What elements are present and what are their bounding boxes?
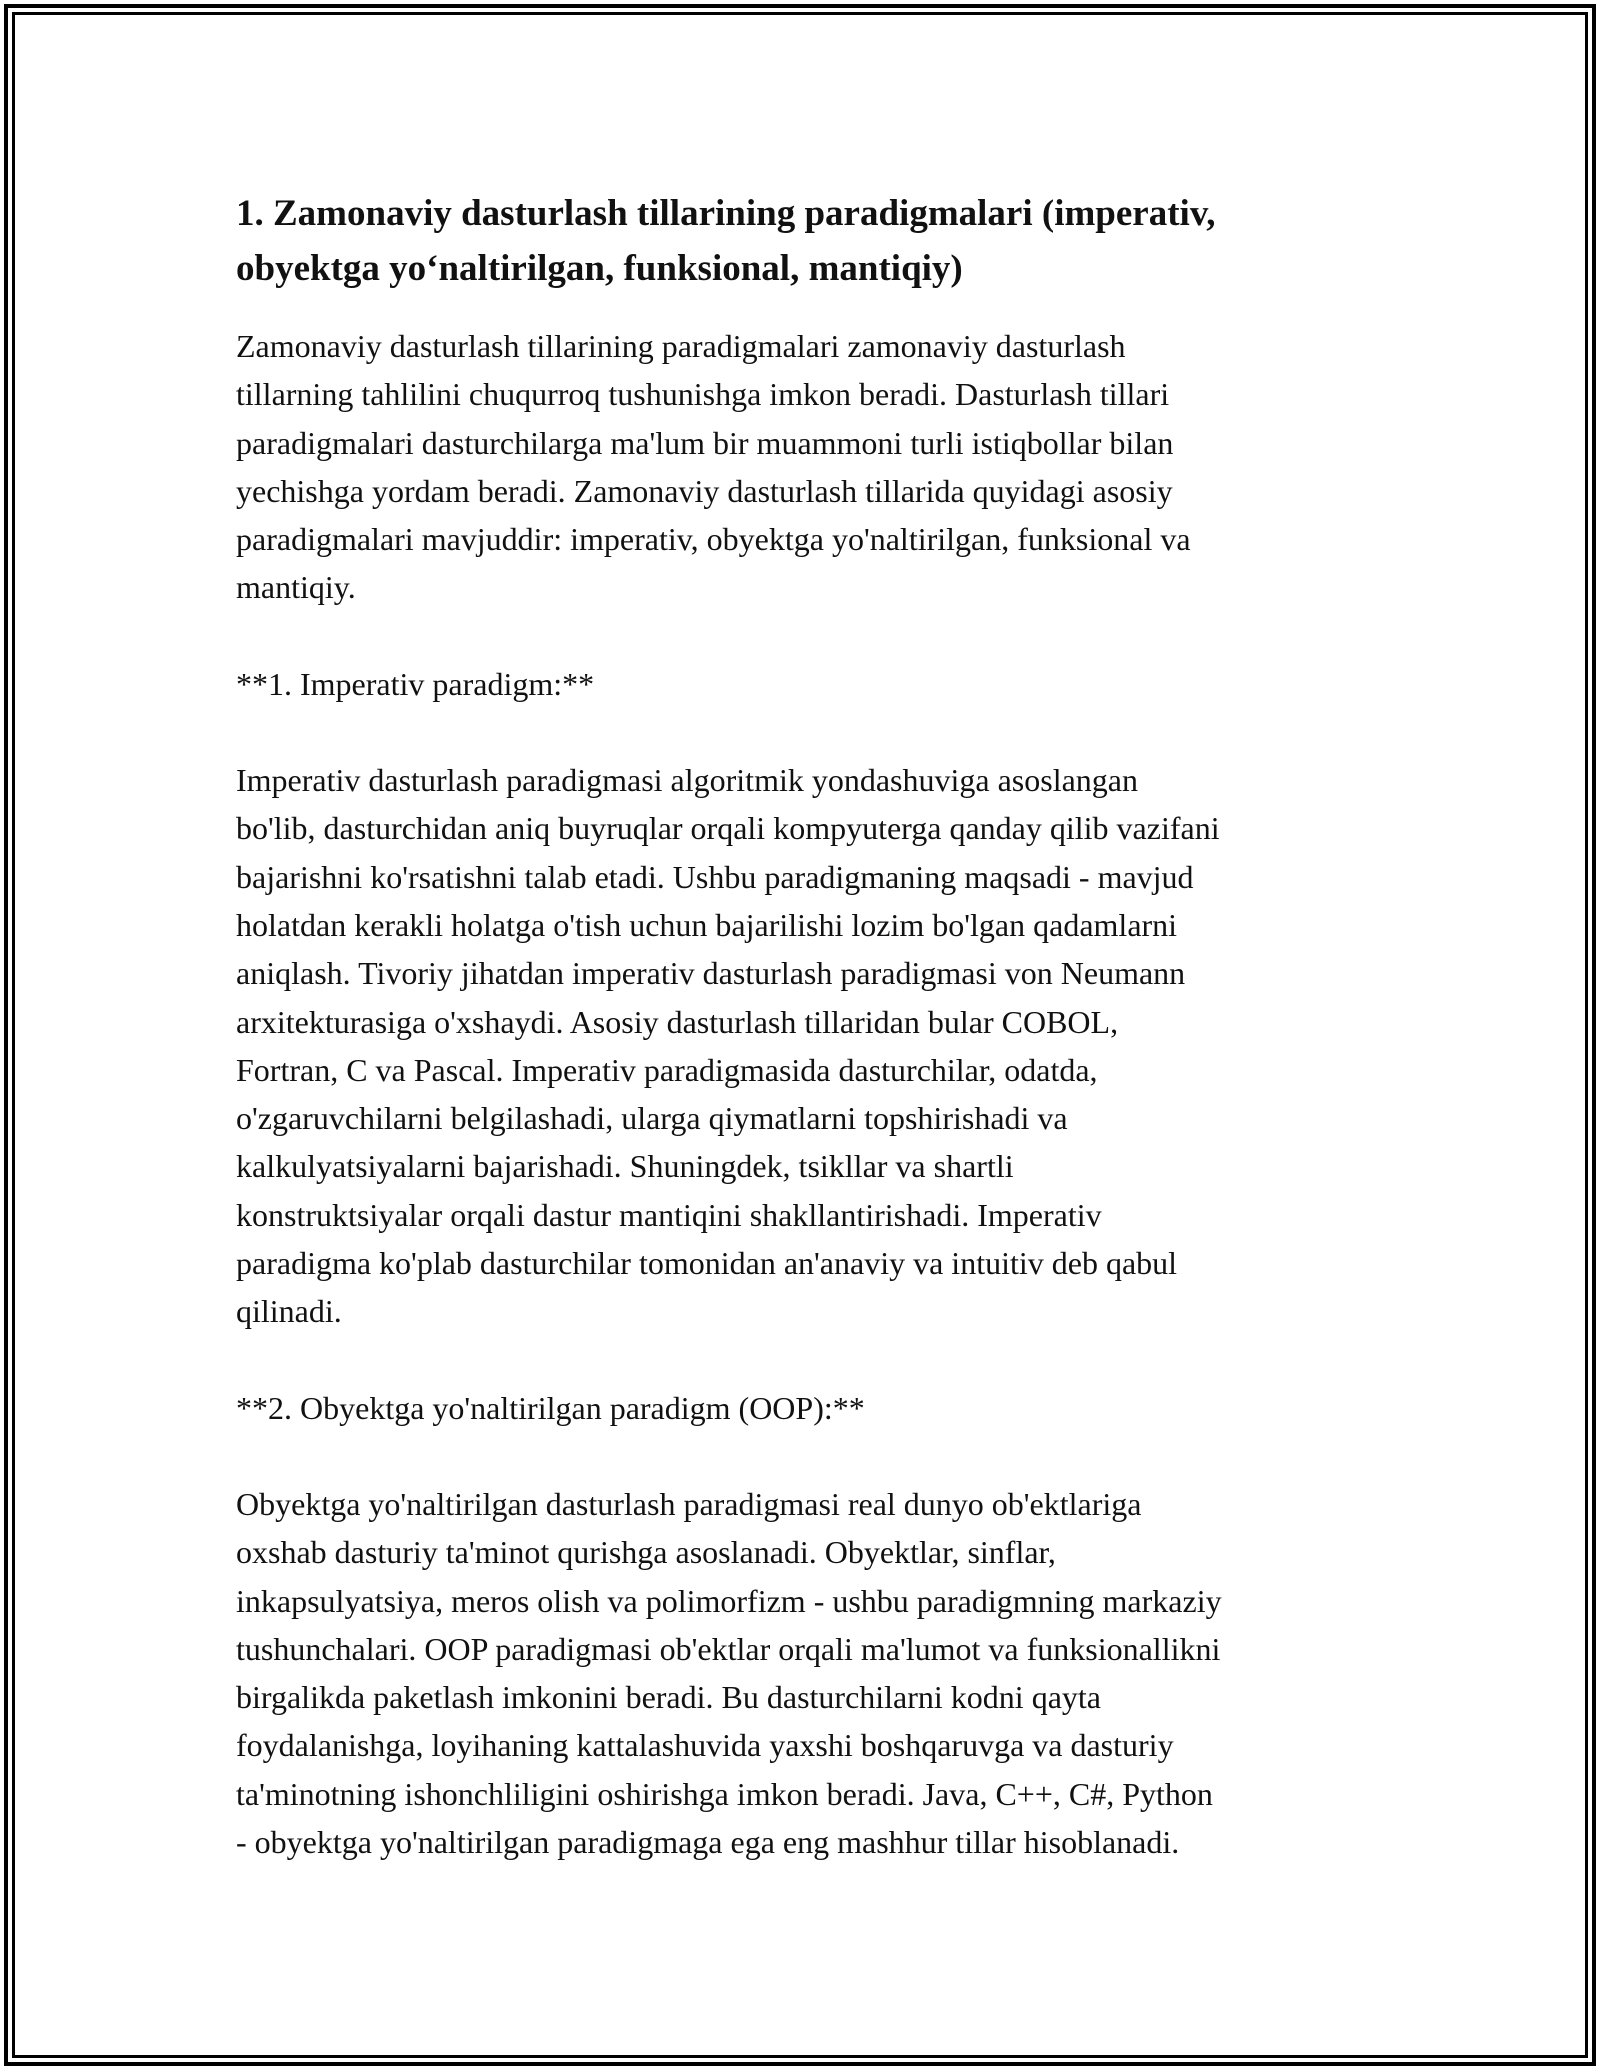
section-body-imperative: Imperativ dasturlash paradigmasi algoritmik yondashuviga asoslangan bo'lib, dasturchidan aniq buyruqlar orqali kompyuterga qanday qilib vazifani bajarishni ko'rsatishni talab etadi. Ushbu paradigmaning maqsadi - mavjud holatdan kerakli holatga o'tish uchun bajarilishi lozim bo'lgan qadamlarni aniqlash. Tivoriy jihatdan imperativ dasturlash paradigmasi von Neumann arxitekturasiga o'xshaydi. Asosiy dasturlash tillaridan bular COBOL, Fortran, C va Pascal. Imperativ paradigmasida dasturchilar, odatda, o'zgaruvchilarni belgilashadi, ularga qiymatlarni topshirishadi va kalkulyatsiyalarni bajarishadi. Shuningdek, tsikllar va shartli konstruktsiyalar orqali dastur mantiqini shakllantirishadi. Imperativ paradigma ko'plab dasturchilar tomonidan an'anaviy va intuitiv deb qabul qilinadi.	[236, 762, 1220, 1330]
section-heading-oop: **2. Obyektga yo'naltirilgan paradigm (OOP):**	[236, 1389, 865, 1426]
intro-paragraph: Zamonaviy dasturlash tillarining paradigmalari zamonaviy dasturlash tillarning tahlilini chuqurroq tushunishga imkon beradi. Dasturlash tillari paradigmalari dasturchilarga ma'lum bir muammoni turli istiqbollar bilan yechishga yordam beradi. Zamonaviy dasturlash tillarida quyidagi asosiy paradigmalari mavjuddir: imperativ, obyektga yo'naltirilgan, funksional va mantiqiy.	[236, 328, 1191, 606]
section-body-oop: Obyektga yo'naltirilgan dasturlash paradigmasi real dunyo ob'ektlariga oxshab dasturiy ta'minot qurishga asoslanadi. Obyektlar, sinflar, inkapsulyatsiya, meros olish va polimorfizm - ushbu paradigmning markaziy tushunchalari. OOP paradigmasi ob'ektlar orqali ma'lumot va funksionallikni birgalikda paketlash imkonini beradi. Bu dasturchilarni kodni qayta foydalanishga, loyihaning kattalashuvida yaxshi boshqaruvga va dasturiy ta'minotning ishonchliligini oshirishga imkon beradi. Java, C++, C#, Python - obyektga yo'naltirilgan paradigmaga ega eng mashhur tillar hisoblanadi.	[236, 1485, 1222, 1861]
section-heading-imperative: **1. Imperativ paradigm:**	[236, 665, 595, 702]
document-body	[236, 186, 1366, 1914]
document-title: 1. Zamonaviy dasturlash tillarining paradigmalari (imperativ, obyektga yo‘naltirilgan, funksional, mantiqiy)	[236, 193, 1216, 289]
